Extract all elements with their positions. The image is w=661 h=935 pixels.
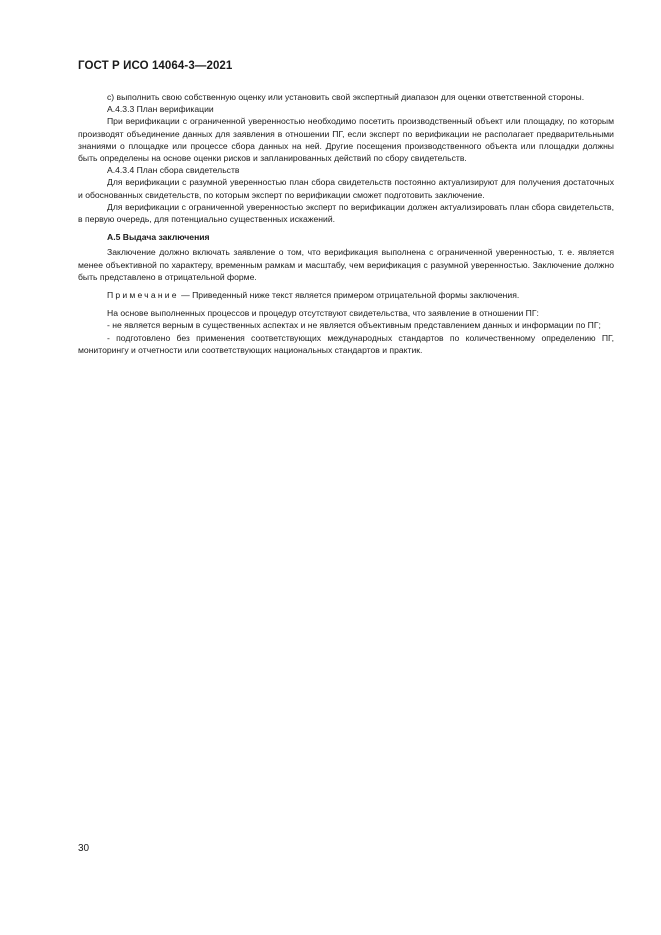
document-header: ГОСТ Р ИСО 14064-3—2021 [78,60,233,72]
subsection-heading-a434: А.4.3.4 План сбора свидетельств [107,165,240,176]
paragraph-a5: Заключение должно включать заявление о том, что верификация выполнена с ограниченной уверенностью, т. е. является менее объективной по характеру, временным рамкам и масштабу, чем верификация с разумной уверенностью. Заключение должно быть представлено в отрицательной форме. [78,247,614,282]
dash-item-1: - не является верным в существенных аспектах и не является объективным представлением данных и информации по ПГ; [107,320,601,331]
page-number: 30 [78,843,90,854]
subsection-heading-a433: А.4.3.3 План верификации [107,104,214,115]
note-text: — Приведенный ниже текст является примером отрицательной формы заключения. [178,290,520,301]
note [78,289,614,301]
paragraph-a434-1: Для верификации с разумной уверенностью план сбора свидетельств постоянно актуализируют для получения достаточных и обоснованных свидетельств, по которым эксперт по верификации сможет подготовить заключение. [78,177,614,200]
document-body [78,91,614,356]
paragraph-a433: При верификации с ограниченной уверенностью необходимо посетить производственный объект или площадку, по которым производят объединение данных для заявления в отношении ПГ, если эксперт по верификации не располагает предварительными знаниями о площадке или процессе сбора данных на ней. Другие посещения производственного объекта или площадки должны быть определены на основе оценки рисков и запланированных действий по сбору свидетельств. [78,116,614,164]
section-heading-a5: А.5 Выдача заключения [107,232,210,243]
note-label: Примечание [107,290,179,301]
list-item-c: c) выполнить свою собственную оценку или установить свой экспертный диапазон для оценки ответственной стороны. [107,92,585,102]
paragraph-a434-2: Для верификации с ограниченной уверенностью эксперт по верификации должен актуализировать план сбора свидетельств, в первую очередь, для потенциально существенных искажений. [78,201,614,225]
paragraph-basis: На основе выполненных процессов и процедур отсутствуют свидетельства, что заявление в отношении ПГ: [107,308,539,319]
dash-item-2: - подготовлено без применения соответствующих международных стандартов по количественному определению ПГ, мониторингу и отчетности или соответствующих национальных стандартов и практик. [78,332,614,355]
